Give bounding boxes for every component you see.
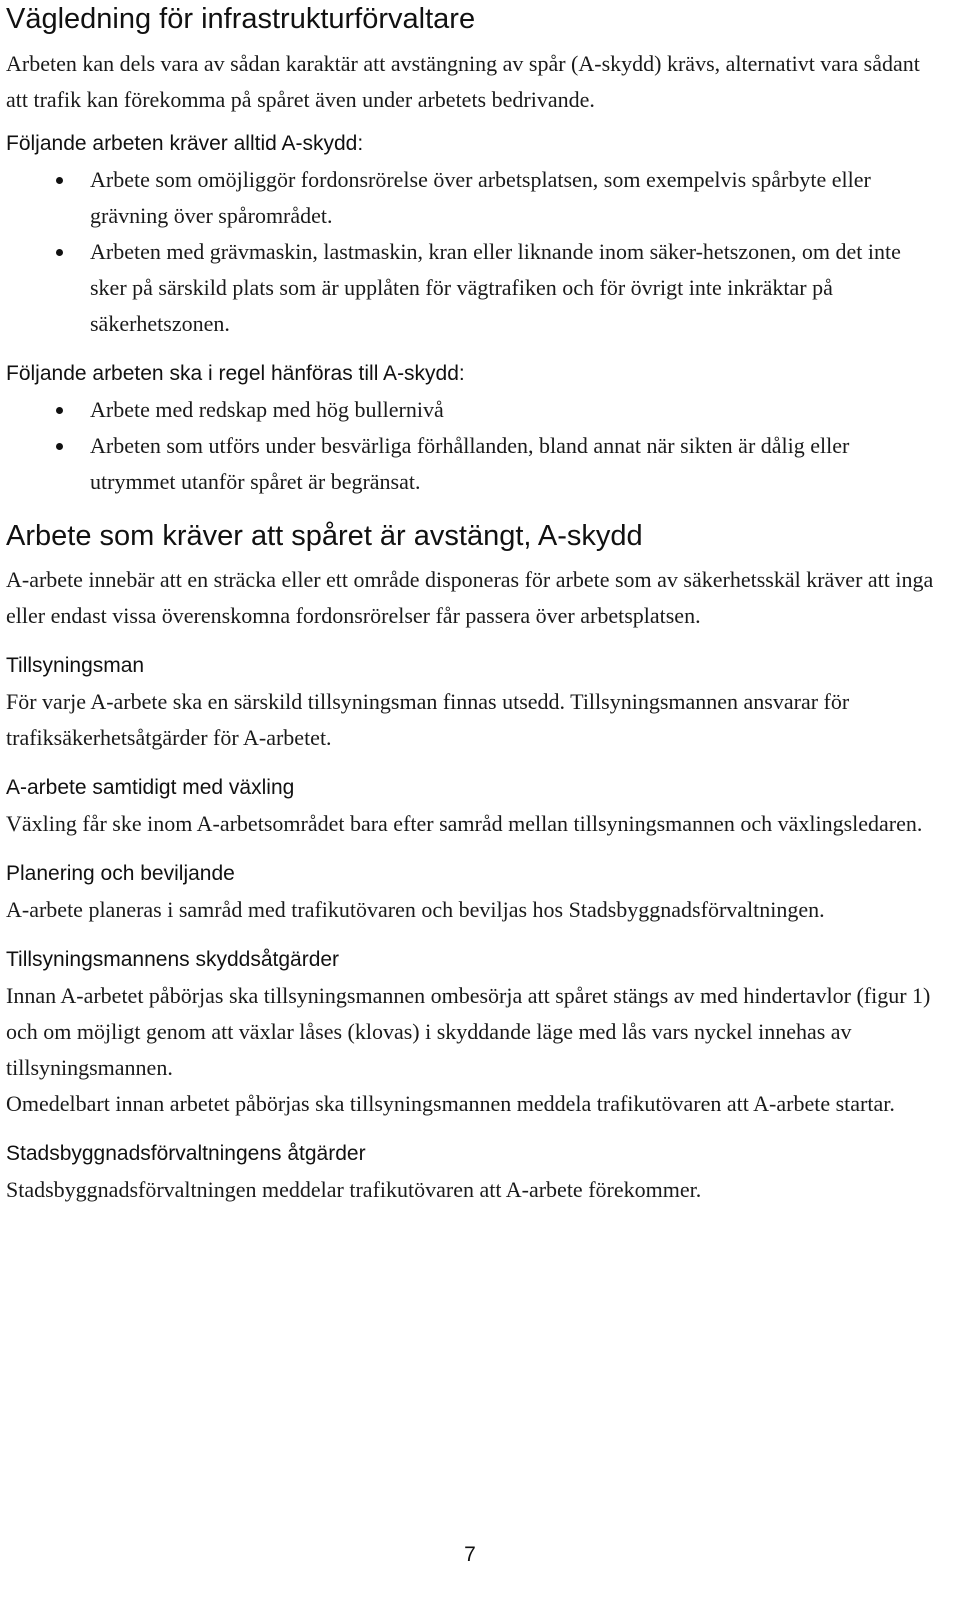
page-title: Vägledning för infrastrukturförvaltare	[6, 3, 476, 35]
subsection-heading-stadsbyggnad: Stadsbyggnadsförvaltningens åtgärder	[6, 1142, 366, 1165]
bullet-icon	[56, 177, 63, 184]
list-item	[6, 428, 936, 500]
list-item-text: Arbete med redskap med hög bullernivå	[90, 397, 444, 422]
always-required-list	[6, 162, 936, 342]
always-required-heading: Följande arbeten kräver alltid A-skydd:	[6, 132, 364, 155]
bullet-icon	[56, 443, 63, 450]
list-item-text: Arbeten med grävmaskin, lastmaskin, kran eller liknande inom säker-hetszonen, om det inte sker på särskild plats som är upplåten för vägtrafiken och för övrigt inte inkräktar på säkerhetszonen.	[90, 239, 901, 336]
subsection-paragraph: Växling får ske inom A-arbetsområdet bara efter samråd mellan tillsyningsmannen och växlingsledaren.	[6, 811, 923, 836]
subsection-paragraph: För varje A-arbete ska en särskild tillsyningsman finnas utsedd. Tillsyningsmannen ansvarar för trafiksäkerhetsåtgärder för A-arbetet.	[6, 689, 850, 750]
subsection-heading-skyddsatgarder: Tillsyningsmannens skyddsåtgärder	[6, 948, 340, 971]
list-item	[6, 234, 936, 342]
intro-paragraph: Arbeten kan dels vara av sådan karaktär att avstängning av spår (A-skydd) krävs, alternativt vara sådant att trafik kan förekomma på spåret även under arbetets bedrivande.	[6, 51, 920, 112]
list-item	[6, 392, 936, 428]
subsection-paragraph: Omedelbart innan arbetet påbörjas ska tillsyningsmannen meddela trafikutövaren att A-arbete startar.	[6, 1091, 895, 1116]
bullet-icon	[56, 249, 63, 256]
subsection-paragraph: A-arbete planeras i samråd med trafikutövaren och beviljas hos Stadsbyggnadsförvaltningen.	[6, 897, 825, 922]
document-page	[6, 0, 936, 1208]
subsection-heading-tillsyningsman: Tillsyningsman	[6, 654, 145, 677]
subsection-paragraph: Stadsbyggnadsförvaltningen meddelar trafikutövaren att A-arbete förekommer.	[6, 1177, 702, 1202]
list-item-text: Arbete som omöjliggör fordonsrörelse över arbetsplatsen, som exempelvis spårbyte eller grävning över spårområdet.	[90, 167, 871, 228]
section-heading: Arbete som kräver att spåret är avstängt, A-skydd	[6, 520, 643, 552]
as-rule-list	[6, 392, 936, 500]
subsection-heading-vaxling: A-arbete samtidigt med växling	[6, 776, 295, 799]
list-item	[6, 162, 936, 234]
page-number: 7	[464, 1543, 476, 1566]
subsection-heading-planering: Planering och beviljande	[6, 862, 235, 885]
subsection-paragraph: Innan A-arbetet påbörjas ska tillsyningsmannen ombesörja att spåret stängs av med hindertavlor (figur 1) och om möjligt genom att växlar låses (klovas) i skyddande läge med lås vars nyckel innehas av tillsyningsmannen.	[6, 983, 931, 1080]
bullet-icon	[56, 407, 63, 414]
as-rule-heading: Följande arbeten ska i regel hänföras till A-skydd:	[6, 362, 465, 385]
list-item-text: Arbeten som utförs under besvärliga förhållanden, bland annat när sikten är dålig eller utrymmet utanför spåret är begränsat.	[90, 433, 850, 494]
section-paragraph: A-arbete innebär att en sträcka eller ett område disponeras för arbete som av säkerhetsskäl kräver att inga eller endast vissa överenskomna fordonsrörelser får passera över arbetsplatsen.	[6, 567, 934, 628]
